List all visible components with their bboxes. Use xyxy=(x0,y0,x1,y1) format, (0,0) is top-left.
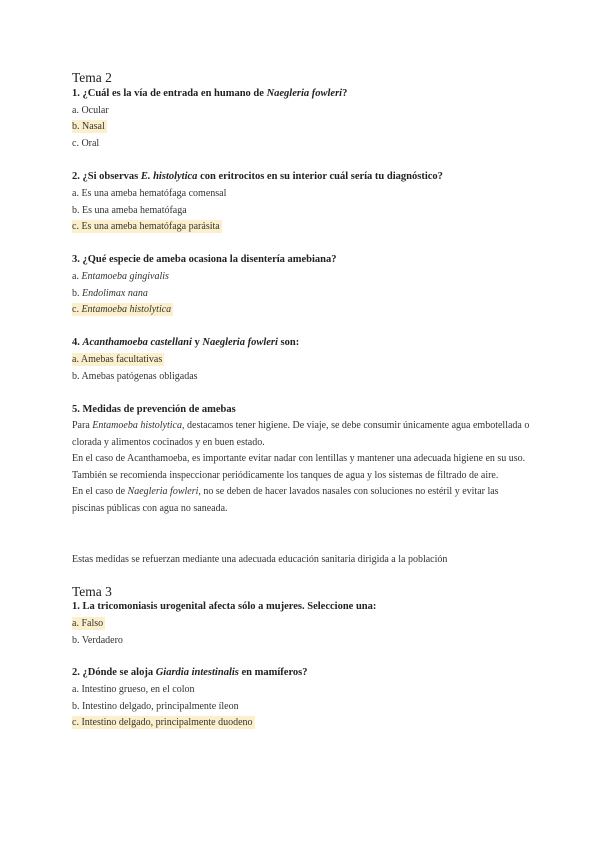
answer-option: b. Intestino delgado, principalmente íleon xyxy=(72,701,239,712)
prevention-paragraphs xyxy=(72,418,532,518)
answer-option: c. Oral xyxy=(72,138,100,149)
question-2: 2. ¿Dónde se aloja Giardia intestinalis en mamíferos? xyxy=(72,667,308,678)
answer-option: b. Amebas patógenas obligadas xyxy=(72,371,198,382)
paragraph-entamoeba: Para Entamoeba histolytica, destacamos tener higiene. De viaje, se debe consumir únicamente agua embotellada o clorada y alimentos cocinados y en buen estado. xyxy=(72,420,530,448)
answer-option-correct: a. Amebas facultativas xyxy=(72,354,163,365)
question-1: 1. La tricomoniasis urogenital afecta sólo a mujeres. Seleccione una: xyxy=(72,601,377,612)
answer-option: a. Ocular xyxy=(72,105,109,116)
paragraph-summary: Estas medidas se refuerzan mediante una adecuada educación sanitaria dirigida a la población xyxy=(72,554,448,565)
answer-option-correct: b. Nasal xyxy=(72,121,105,132)
question-5-heading: 5. Medidas de prevención de amebas xyxy=(72,404,236,415)
question-3: 3. ¿Qué especie de ameba ocasiona la disentería amebiana? xyxy=(72,254,337,265)
section-title-tema-3: Tema 3 xyxy=(72,584,112,599)
answer-option: b. Verdadero xyxy=(72,635,123,646)
paragraph-acanthamoeba: En el caso de Acanthamoeba, es importante evitar nadar con lentillas y mantener una adecuada higiene en su uso. También se recomienda inspeccionar periódicamente los tanques de agua y los sistemas de filtrado de aire. xyxy=(72,453,526,481)
section-title-tema-2: Tema 2 xyxy=(72,70,112,85)
question-1: 1. ¿Cuál es la vía de entrada en humano de Naegleria fowleri? xyxy=(72,88,348,99)
answer-option: a. Es una ameba hematófaga comensal xyxy=(72,188,227,199)
answer-option: a. Entamoeba gingivalis xyxy=(72,271,169,282)
answer-option: b. Endolimax nana xyxy=(72,288,148,299)
answer-option-correct: c. Intestino delgado, principalmente duodeno xyxy=(72,717,253,728)
question-2: 2. ¿Si observas E. histolytica con eritrocitos en su interior cuál sería tu diagnóstico? xyxy=(72,171,443,182)
answer-option: a. Intestino grueso, en el colon xyxy=(72,684,195,695)
paragraph-naegleria: En el caso de Naegleria fowleri, no se deben de hacer lavados nasales con soluciones no estéril y evitar las piscinas públicas con agua no saneada. xyxy=(72,486,499,514)
answer-option-correct: a. Falso xyxy=(72,618,104,629)
answer-option: b. Es una ameba hematófaga xyxy=(72,205,187,216)
answer-option-correct: c. Es una ameba hematófaga parásita xyxy=(72,221,220,232)
answer-option-correct: c. Entamoeba histolytica xyxy=(72,304,172,315)
question-4: 4. Acanthamoeba castellani y Naegleria fowleri son: xyxy=(72,337,300,348)
